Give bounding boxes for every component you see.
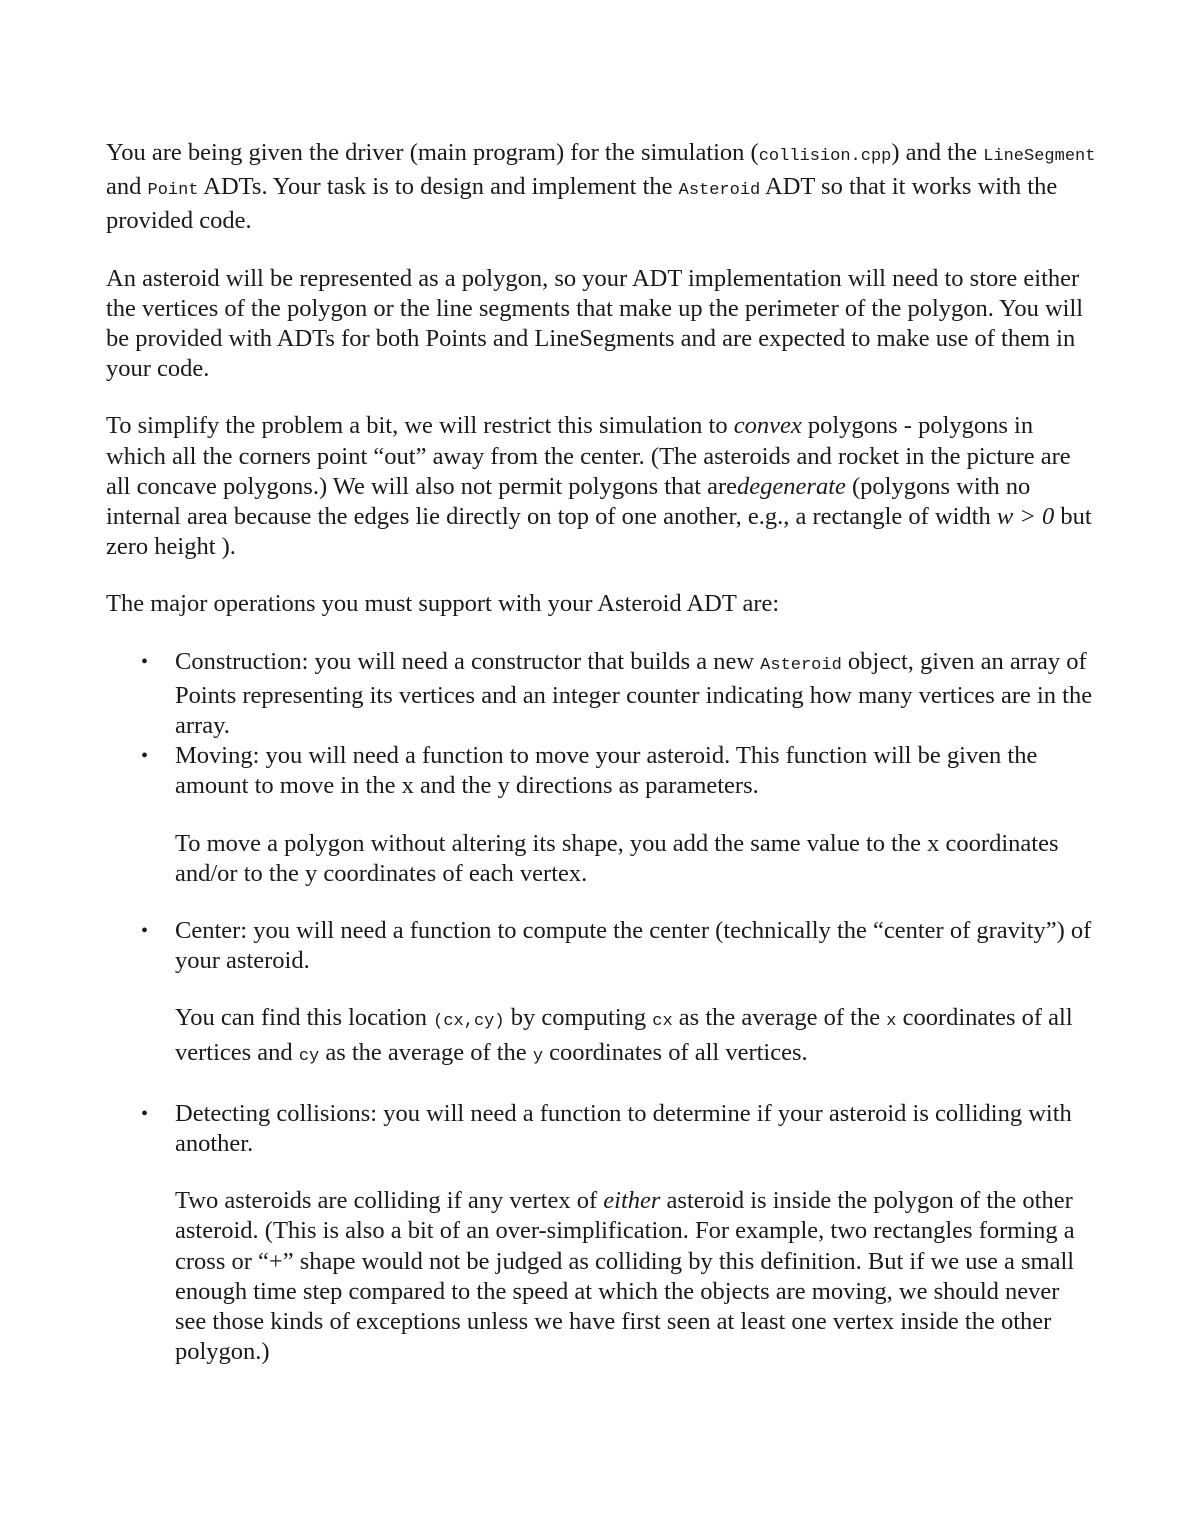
representation-paragraph: An asteroid will be represented as a polygon, so your ADT implementation will need to store either the vertices of the polygon or the line segments that make up the perimeter of the polygon. You will be provided with ADTs for both Points and LineSegments and are expected to make use of them in your code. [106,264,1084,383]
list-item-center: • Center: you will need a function to compute the center (technically the “center of gravity”) of your asteroid. You can find this location (cx,cy) by computing cx as the average of the x coordinates of all vertices and cy as the average of the y coordinates of all vertices. [175,916,1096,1072]
moving-detail: To move a polygon without altering its shape, you add the same value to the x coordinates and/or to the y coordinates of each vertex. [175,829,1059,887]
filename-code: collision.cpp [758,147,892,166]
intro-paragraph: You are being given the driver (main program) for the simulation (collision.cpp) and the LineSegment and Point ADTs. Your task is to design and implement the Asteroid ADT so that it works with the provided code. [106,139,1096,235]
operations-intro: The major operations you must support with your Asteroid ADT are: [106,590,780,618]
center-detail: You can find this location (cx,cy) by computing cx as the average of the x coordinates of all vertices and cy as the average of the y coordinates of all vertices. [175,1004,1073,1066]
linesegment-code: LineSegment [983,147,1096,166]
list-item-collisions: • Detecting collisions: you will need a function to determine if your asteroid is colliding with another. Two asteroids are colliding if any vertex of either asteroid is inside the polygon of the other asteroid. (This is also a bit of an over-simplification. For example, two rectangles forming a cross or “+” shape would not be judged as colliding by this definition. But if we use a small enough time step compared to the speed at which the objects are moving, we should never see those kinds of exceptions unless we have first seen at least one vertex inside the other polygon.) [175,1099,1096,1368]
convex-paragraph: To simplify the problem a bit, we will restrict this simulation to convex polygons - polygons in which all the corners point “out” away from the center. (The asteroids and rocket in the picture are all concave polygons.) We will also not permit polygons that aredegenerate (polygons with no internal area because the edges lie directly on top of one another, e.g., a rectangle of width w > 0 but zero height ). [106,412,1092,561]
asteroid-code: Asteroid [678,181,761,201]
document-page [106,138,1096,1368]
operations-list [106,647,1096,1368]
bullet-icon: • [141,650,149,673]
bullet-icon: • [141,920,149,943]
bullet-icon: • [141,1102,149,1125]
bullet-icon: • [141,745,149,768]
list-item-construction: • Construction: you will need a constructor that builds a new Asteroid object, given an array of Points representing its vertices and an integer counter indicating how many vertices are in the array. [141,647,1093,740]
list-item-moving: • Moving: you will need a function to move your asteroid. This function will be given the amount to move in the x and the y directions as parameters. To move a polygon without altering its shape, you add the same value to the x coordinates and/or to the y coordinates of each vertex. [175,741,1096,889]
point-code: Point [147,181,199,201]
collisions-detail: Two asteroids are colliding if any vertex of either asteroid is inside the polygon of the other asteroid. (This is also a bit of an over-simplification. For example, two rectangles forming a cross or “+” shape would not be judged as colliding by this definition. But if we use a small enough time step compared to the speed at which the objects are moving, we should never see those kinds of exceptions unless we have first seen at least one vertex inside the other polygon.) [175,1187,1075,1366]
